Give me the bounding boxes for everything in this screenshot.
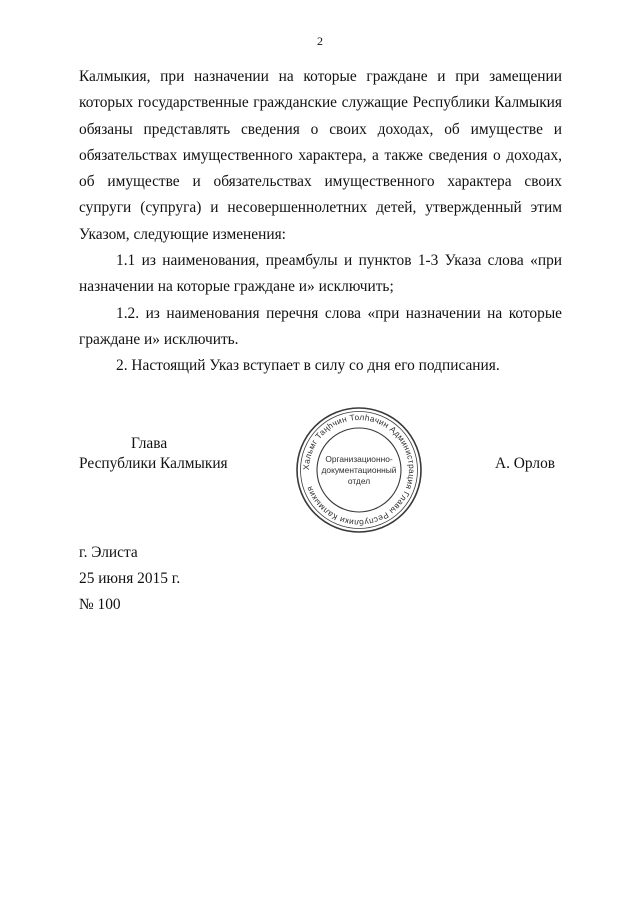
signatory-title-line-1: Глава xyxy=(131,435,168,452)
seal-center-line-3: отдел xyxy=(347,476,371,486)
body-paragraph: Калмыкия, при назначении на которые граждане и при замещении которых государственные гражданские служащие Республики Калмыкия обязаны представлять сведения о своих доходах, об имуществе и обязательствах имущественного характера, а также сведения о доходах, об имуществе и обязательствах имущественного характера своих супруги (супруга) и несовершеннолетних детей, утвержденный этим Указом, следующие изменения: xyxy=(79,68,562,243)
signatory-title xyxy=(79,434,228,474)
decree-date: 25 июня 2015 г. xyxy=(79,570,181,587)
decree-number: № 100 xyxy=(79,596,121,613)
signatory-name: А. Орлов xyxy=(495,455,556,472)
item-1-1: 1.1 из наименования, преамбулы и пунктов 1-3 Указа слова «при назначении на которые граждане и» исключить; xyxy=(79,252,562,296)
item-2: 2. Настоящий Указ вступает в силу со дня его подписания. xyxy=(116,357,500,375)
seal-center-line-2: документационный xyxy=(321,465,397,475)
decree-body xyxy=(79,64,562,380)
item-1-2: 1.2. из наименования перечня слова «при назначении на которые граждане и» исключить. xyxy=(79,304,562,348)
page-number: 2 xyxy=(317,34,323,48)
seal-outer-text: Хальмг Таңһчин Толһачин Администрация Главы Республики Калмыкия xyxy=(300,411,418,529)
decree-footer xyxy=(79,540,180,618)
signatory-title-line-2: Республики Калмыкия xyxy=(79,455,228,472)
seal-center-line-1: Организационно- xyxy=(325,454,393,464)
official-seal xyxy=(293,404,425,536)
place-of-signing: г. Элиста xyxy=(79,544,138,561)
